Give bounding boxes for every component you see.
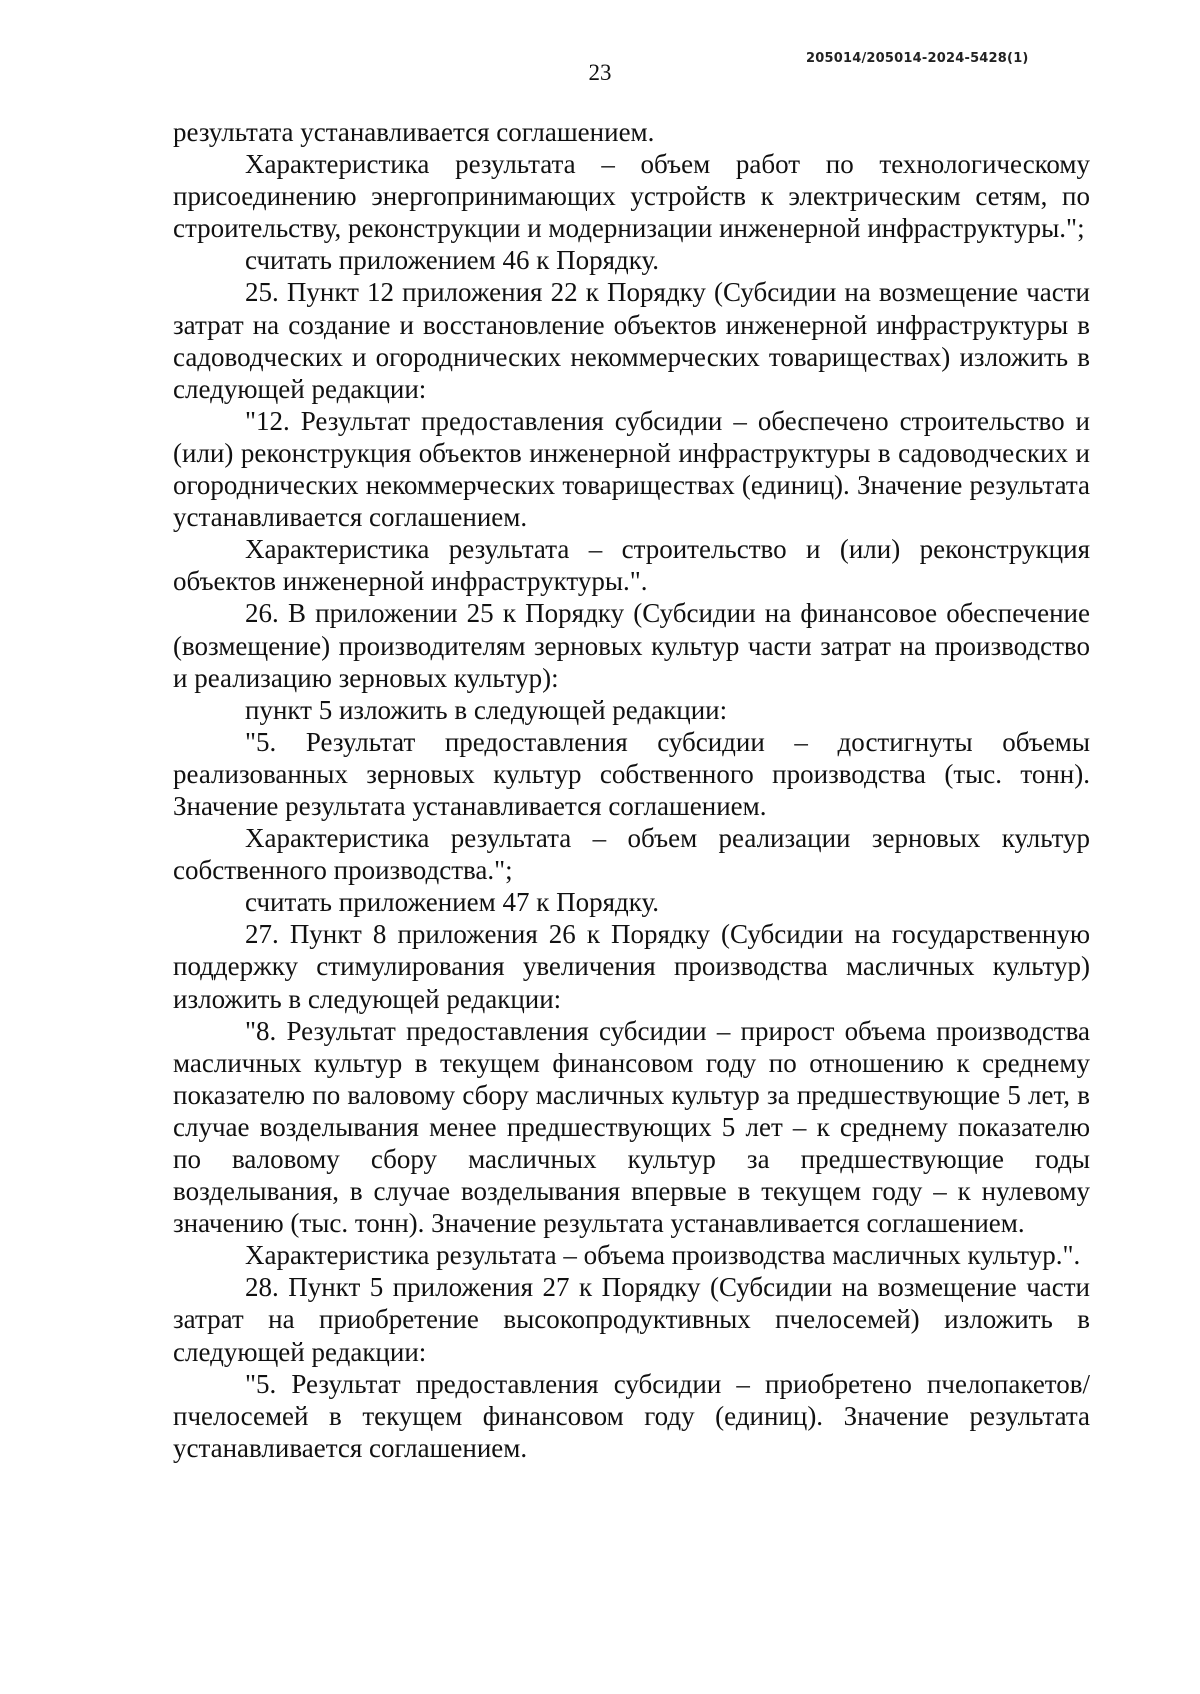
paragraph: 27. Пункт 8 приложения 26 к Порядку (Субсидии на государственную поддержку стимулирования увеличения производства масличных культур) изложить в следующей редакции:	[173, 919, 1090, 1014]
paragraph: "12. Результат предоставления субсидии – обеспечено строительство и (или) реконструкция объектов инженерной инфраструктуры в садоводческих и огороднических некоммерческих товариществах (единиц). Значение результата устанавливается соглашением.	[173, 405, 1090, 533]
paragraph: считать приложением 47 к Порядку.	[245, 887, 660, 918]
paragraph: считать приложением 46 к Порядку.	[245, 245, 660, 276]
paragraph: "8. Результат предоставления субсидии – прирост объема производства масличных культур в текущем финансовом году по отношению к среднему показателю по валовому сбору масличных культур за предшествующие 5 лет, в случае возделывания менее предшествующих 5 лет – к среднему показателю по валовому сбору масличных культур за предшествующие годы возделывания, в случае возделывания впервые в текущем году – к нулевому значению (тыс. тонн). Значение результата устанавливается соглашением.	[173, 1015, 1090, 1239]
document-id: 205014/205014-2024-5428(1)	[806, 51, 1029, 66]
paragraph: 25. Пункт 12 приложения 22 к Порядку (Субсидии на возмещение части затрат на создание и восстановление объектов инженерной инфраструктуры в садоводческих и огороднических некоммерческих товариществах) изложить в следующей редакции:	[173, 277, 1090, 404]
paragraph: пункт 5 изложить в следующей редакции:	[245, 694, 728, 725]
document-body	[173, 116, 1090, 1464]
paragraph: 26. В приложении 25 к Порядку (Субсидии на финансовое обеспечение (возмещение) производителям зерновых культур части затрат на производство и реализацию зерновых культур):	[173, 598, 1090, 693]
paragraph: результата устанавливается соглашением.	[173, 117, 655, 147]
paragraph: Характеристика результата – объем работ по технологическому присоединению энергопринимающих устройств к электрическим сетям, по строительству, реконструкции и модернизации инженерной инфраструктуры.";	[173, 149, 1090, 244]
paragraph: "5. Результат предоставления субсидии – приобретено пчелопакетов/пчелосемей в текущем финансовом году (единиц). Значение результата устанавливается соглашением.	[173, 1368, 1090, 1463]
paragraph: Характеристика результата – строительство и (или) реконструкция объектов инженерной инфраструктуры.".	[173, 534, 1090, 597]
page-number: 23	[588, 60, 612, 85]
paragraph: 28. Пункт 5 приложения 27 к Порядку (Субсидии на возмещение части затрат на приобретение высокопродуктивных пчелосемей) изложить в следующей редакции:	[173, 1272, 1090, 1367]
paragraph: Характеристика результата – объем реализации зерновых культур собственного производства.";	[173, 823, 1090, 886]
paragraph: "5. Результат предоставления субсидии – достигнуты объемы реализованных зерновых культур собственного производства (тыс. тонн). Значение результата устанавливается соглашением.	[173, 726, 1090, 821]
paragraph: Характеристика результата – объема производства масличных культур.".	[245, 1240, 1081, 1271]
